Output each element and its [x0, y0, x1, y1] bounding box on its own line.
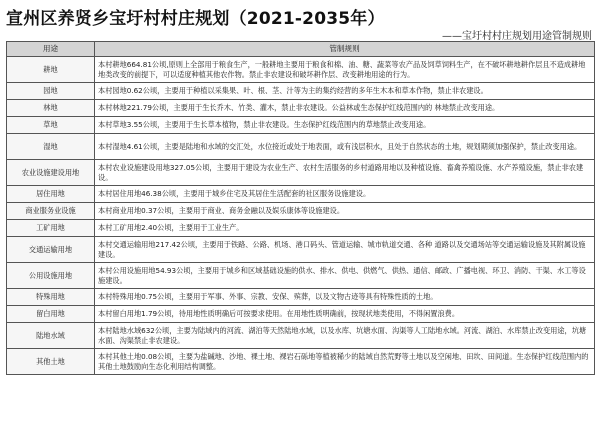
row-rule: 本村草地3.55公顷，主要用于生长草本植物，禁止非农建设。生态保护红线范围内的草地禁止改变用途。 [95, 117, 595, 134]
header-use: 用途 [7, 42, 95, 57]
row-rule: 本村林地221.79公顷，主要用于生长乔木、竹类、灌木，禁止非农建设。公益林或生态保护红线范围内的 林地禁止改变用途。 [95, 100, 595, 117]
row-use: 林地 [7, 100, 95, 117]
row-rule: 本村公用设施用地54.93公顷，主要用于城乡和区域基础设施的供水、排水、供电、供燃气、供热、通信、邮政、广播电视、环卫、消防、干渠、水工等设施建设。 [95, 263, 595, 289]
document-subtitle: ——宝圩村村庄规划用途管制规则 [442, 31, 592, 42]
land-use-regulation-table [6, 41, 595, 375]
header-rule: 管制规则 [95, 42, 595, 57]
table-row [7, 203, 595, 220]
row-use: 耕地 [7, 57, 95, 83]
table-row [7, 160, 595, 186]
row-rule: 本村湿地4.61公顷，主要是陆地和水域的交汇处，水位接近或处于地表面，或有浅层积水，且处于自然状态的土地，规划期须加强保护，禁止改变用途。 [95, 134, 595, 160]
row-use: 工矿用地 [7, 220, 95, 237]
table-row [7, 117, 595, 134]
row-use: 留白用地 [7, 306, 95, 323]
row-rule: 本村工矿用地2.40公顷，主要用于工业生产。 [95, 220, 595, 237]
table-row [7, 57, 595, 83]
row-rule: 本村陆地水域632公顷，主要为陆域内的河流、湖泊等天然陆地水域，以及水库、坑塘水面、沟渠等人工陆地水域。河流、湖泊、水库禁止改变用途，坑塘水面、沟渠禁止非农建设。 [95, 323, 595, 349]
row-rule: 本村农业设施建设用地327.05公顷，主要用于建设为农业生产、农村生活服务的乡村道路用地以及种植设施、畜禽养殖设施、水产养殖设施，禁止非农建设。 [95, 160, 595, 186]
document-title: 宣州区养贤乡宝圩村村庄规划（2021-2035年） [6, 9, 385, 29]
row-use: 特殊用地 [7, 289, 95, 306]
row-rule: 本村交通运输用地217.42公顷，主要用于铁路、公路、机场、港口码头、管道运输、城市轨道交通、各种 道路以及交通场站等交通运输设施及其附属设施建设。 [95, 237, 595, 263]
table-header-row [7, 42, 595, 57]
table-row [7, 220, 595, 237]
table-row [7, 289, 595, 306]
table-row [7, 134, 595, 160]
table-row [7, 263, 595, 289]
row-use: 陆地水域 [7, 323, 95, 349]
row-rule: 本村园地0.62公顷，主要用于种植以采集果、叶、根、茎、汁等为主的集约经营的多年生木本和草本作物，禁止非农建设。 [95, 83, 595, 100]
row-rule: 本村耕地664.81公顷,原则上全部用于粮食生产，一般耕地主要用于粮食和棉、油、糖、蔬菜等农产品及饲草饲料生产，在不破坏耕地耕作层且不造成耕地地类改变的前提下，可以适度种植其他农作物。禁止非农建设和破坏耕作层、改变耕地用途的行为。 [95, 57, 595, 83]
row-rule: 本村留白用地1.79公顷，待用地性质明确后可按要求使用。在用地性质明确前，按现状地类使用，不得闲置浪费。 [95, 306, 595, 323]
row-use: 商业服务业设施 [7, 203, 95, 220]
row-use: 交通运输用地 [7, 237, 95, 263]
row-use: 湿地 [7, 134, 95, 160]
table-row [7, 237, 595, 263]
row-rule: 本村商业用地0.37公顷，主要用于商业、商务金融以及娱乐康体等设施建设。 [95, 203, 595, 220]
table-row [7, 349, 595, 375]
row-rule: 本村其他土地0.08公顷，主要为盐碱地、沙地、裸土地、裸岩石砾地等植被稀少的陆域自然荒野等土地以及空闲地、田坎、田间道。生态保护红线范围内的其他土地鼓励向生态化利用结构调整。 [95, 349, 595, 375]
table-row [7, 306, 595, 323]
table-row [7, 83, 595, 100]
row-rule: 本村特殊用地0.75公顷，主要用于军事、外事、宗教、安保、殡葬，以及文物古迹等具有特殊性质的土地。 [95, 289, 595, 306]
row-use: 公用设施用地 [7, 263, 95, 289]
row-use: 草地 [7, 117, 95, 134]
row-use: 其他土地 [7, 349, 95, 375]
table-row [7, 323, 595, 349]
row-use: 居住用地 [7, 186, 95, 203]
row-use: 农业设施建设用地 [7, 160, 95, 186]
row-rule: 本村居住用地46.38公顷，主要用于城乡住宅及其居住生活配套的社区服务设施建设。 [95, 186, 595, 203]
table-row [7, 186, 595, 203]
table-row [7, 100, 595, 117]
row-use: 园地 [7, 83, 95, 100]
